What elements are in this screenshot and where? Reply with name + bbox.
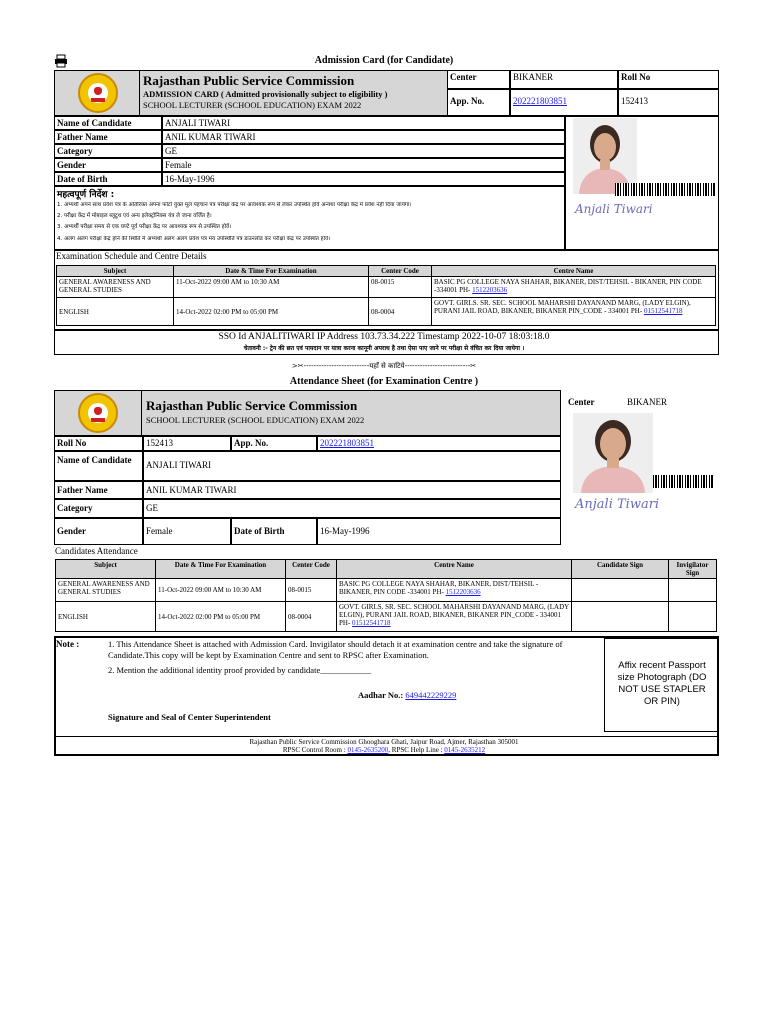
table-row [56,579,717,602]
warning-line: चेतावनी :- ट्रेन की छत एवं पायदान पर यात्रा करना कानूनी अपराध है तथा ऐसा पाए जाने पर परीक्षा से वंचित कर दिया जायेगा । [243,345,525,352]
table-row [57,298,716,326]
candidate-sign-cell[interactable] [572,602,669,632]
sso-line: SSO Id ANJALITIWARI IP Address 103.73.34.222 Timestamp 2022-10-07 18:03:18.0 [218,332,550,342]
att-header: Centre Name [337,560,572,579]
field-value-gender: Female [162,158,565,172]
att-appno-cell [317,436,561,451]
schedule-header: Center Code [369,266,432,277]
att-name-label: Name of Candidate [54,451,143,481]
candidate-sign-cell[interactable] [572,579,669,602]
affix-text: Affix recent Passport size Photograph (DO NOT USE STAPLER OR PIN) [617,660,707,707]
field-label-category: Category [54,144,162,158]
table-row [57,277,716,298]
aadhar-line: Aadhar No.: 649442229229 [358,690,457,700]
schedule-header: Date & Time For Examination [174,266,369,277]
centre-phone-link[interactable]: 1512203636 [445,588,481,596]
appno-cell [510,89,618,116]
schedule-subject: GENERAL AWARENESS AND GENERAL STUDIES [57,277,174,298]
cand-attendance-title: Candidates Attendance [55,546,138,556]
att-subject: ENGLISH [56,602,156,632]
note-label: Note : [56,639,80,649]
schedule-centre: BASIC PG COLLEGE NAYA SHAHAR, BIKANER, DIST/TEHSIL - BIKANER, PIN CODE -334001 PH- 1512203636 [432,277,716,298]
att-exam-name: SCHOOL LECTURER (SCHOOL EDUCATION) EXAM 2022 [146,415,365,425]
candidate-signature: Anjali Tiwari [575,202,653,216]
field-value-category: GE [162,144,565,158]
note-2: 2. Mention the additional identity proof provided by candidate____________ [108,665,372,675]
att-code: 08-0004 [286,602,337,632]
rpsc-logo [78,393,118,433]
att-candidate-signature: Anjali Tiwari [575,497,660,512]
invigilator-sign-cell[interactable] [669,579,717,602]
card-type: ADMISSION CARD ( Admitted provisionally subject to eligibility ) [143,89,388,99]
sign-seal-label: Signature and Seal of Center Superintendent [108,712,271,722]
table-row [56,602,717,632]
attendance-table [55,559,717,632]
att-code: 08-0015 [286,579,337,602]
field-label-dob: Date of Birth [54,172,162,186]
att-header: Center Code [286,560,337,579]
centre-phone-link[interactable]: 1512203636 [472,286,508,294]
schedule-table [56,265,716,326]
att-org-title: Rajasthan Public Service Commission [146,398,358,413]
att-subject: GENERAL AWARENESS AND GENERAL STUDIES [56,579,156,602]
att-datetime: 11-Oct-2022 09:00 AM to 10:30 AM [156,579,286,602]
roll-label: Roll No [618,70,719,89]
footer-contacts: RPSC Control Room : 0145-2635200, RPSC Help Line : 0145-2635212 [282,746,486,754]
schedule-code: 08-0004 [369,298,432,326]
center-label: Center [447,70,510,89]
schedule-header: Subject [57,266,174,277]
note-1: 1. This Attendance Sheet is attached with Admission Card. Invigilator should detach it at examination centre and take the signature of Candidate.This copy will be kept by Examination Centre and sent to RPSC after Examination. [108,639,563,660]
att-father-label: Father Name [54,481,143,499]
centre-phone-link[interactable]: 01512541718 [352,619,391,627]
instruction-4: 4. अलग अलग परीक्षा केंद्र होने की स्थिति में अभ्यर्थी अलग अलग प्रवेश पत्र मय उपस्थिति पत्र डाउनलोड कर परीक्षा केंद्र पर उपस्थित होवें। [57,236,331,242]
att-gender-label: Gender [54,518,143,545]
att-datetime: 14-Oct-2022 02:00 PM to 05:00 PM [156,602,286,632]
att-candidate-photo [573,413,653,493]
scissors-icon: ✂ [470,362,477,370]
field-label-father: Father Name [54,130,162,144]
attendance-heading: Attendance Sheet (for Examination Centre ) [289,376,479,387]
schedule-title: Examination Schedule and Centre Details [56,251,207,261]
att-center-value: BIKANER [627,397,667,407]
barcode [615,183,715,196]
att-header: Candidate Sign [572,560,669,579]
att-gender-value: Female [143,518,231,545]
footer-address: Rajasthan Public Service Commission Ghooghara Ghati, Jaipur Road, Ajmer, Rajasthan 305001 [249,738,519,746]
rpsc-logo [78,73,118,113]
help-line-link[interactable]: 0145-2635212 [444,746,486,754]
schedule-centre: GOVT. GIRLS. SR. SEC. SCHOOL MAHARSHI DAYANAND MARG, (LADY ELGIN), PURANI JAIL ROAD, BIKANER, BIKANER PIN_CODE - 334001 PH- 01512541718 [432,298,716,326]
att-barcode [653,475,713,488]
att-roll-label: Roll No [54,436,143,451]
control-room-link[interactable]: 0145-2635200 [347,746,389,754]
org-title: Rajasthan Public Service Commission [143,73,355,88]
aadhar-value[interactable]: 649442229229 [405,690,457,700]
att-header: Date & Time For Examination [156,560,286,579]
att-dob-label: Date of Birth [231,518,317,545]
invigilator-sign-cell[interactable] [669,602,717,632]
att-category-value: GE [143,499,561,518]
att-father-value: ANIL KUMAR TIWARI [143,481,561,499]
att-roll-value: 152413 [143,436,231,451]
admission-heading: Admission Card (for Candidate) [314,55,454,66]
instruction-3: 3. अभ्यर्थी परीक्षा समय से एक घण्टे पूर्व परीक्षा केंद्र पर आवश्यक रूप से उपस्थित होवें। [57,224,232,230]
cut-line: >✂--------------------------यहाँ से काटिये--------------------------✂ [291,362,477,370]
centre-phone-link[interactable]: 01512541718 [643,307,683,315]
roll-value: 152413 [618,89,719,116]
att-dob-value: 16-May-1996 [317,518,561,545]
instruction-1: 1. अभ्यर्थी अपने साथ प्रवेश पत्र के अतिरिक्त अपना फोटो युक्त मूल पहचान पत्र परीक्षा केंद्र पर आवश्यक रूप से लेकर उपस्थित होवें अन्यथा परीक्षा केंद्र में प्रवेश नहीं दिया जायेगा। [57,202,412,208]
appno-label: App. No. [447,89,510,116]
appno-link[interactable]: 202221803851 [513,96,567,106]
schedule-header: Centre Name [432,266,716,277]
att-header: Subject [56,560,156,579]
field-label-gender: Gender [54,158,162,172]
att-centre: BASIC PG COLLEGE NAYA SHAHAR, BIKANER, DIST/TEHSIL - BIKANER, PIN CODE -334001 PH- 1512203636 [337,579,572,602]
att-center-label: Center [568,397,595,407]
att-header: Invigilator Sign [669,560,717,579]
field-label-name: Name of Candidate [54,116,162,130]
center-value: BIKANER [510,70,618,89]
instructions-title: महत्वपूर्ण निर्देश : [57,190,115,200]
scissors-icon: >✂ [291,362,304,370]
att-name-value: ANJALI TIWARI [143,451,561,481]
schedule-code: 08-0015 [369,277,432,298]
schedule-datetime: 14-Oct-2022 02:00 PM to 05:00 PM [174,298,369,326]
field-value-name: ANJALI TIWARI [162,116,565,130]
instruction-2: 2. परीक्षा केंद्र में मोबाइल ब्लूटूथ एवं अन्य इलेक्ट्रोनिक्स यंत्र ले जाना वर्जित है। [57,213,212,219]
schedule-datetime: 11-Oct-2022 09:00 AM to 10:30 AM [174,277,369,298]
field-value-father: ANIL KUMAR TIWARI [162,130,565,144]
att-centre: GOVT. GIRLS. SR. SEC. SCHOOL MAHARSHI DAYANAND MARG, (LADY ELGIN), PURANI JAIL ROAD, BIKANER, BIKANER PIN_CODE - 334001 PH- 01512541718 [337,602,572,632]
field-value-dob: 16-May-1996 [162,172,565,186]
att-appno-label: App. No. [231,436,317,451]
exam-name: SCHOOL LECTURER (SCHOOL EDUCATION) EXAM 2022 [143,100,362,110]
att-category-label: Category [54,499,143,518]
att-appno-link[interactable]: 202221803851 [320,438,374,448]
schedule-subject: ENGLISH [57,298,174,326]
